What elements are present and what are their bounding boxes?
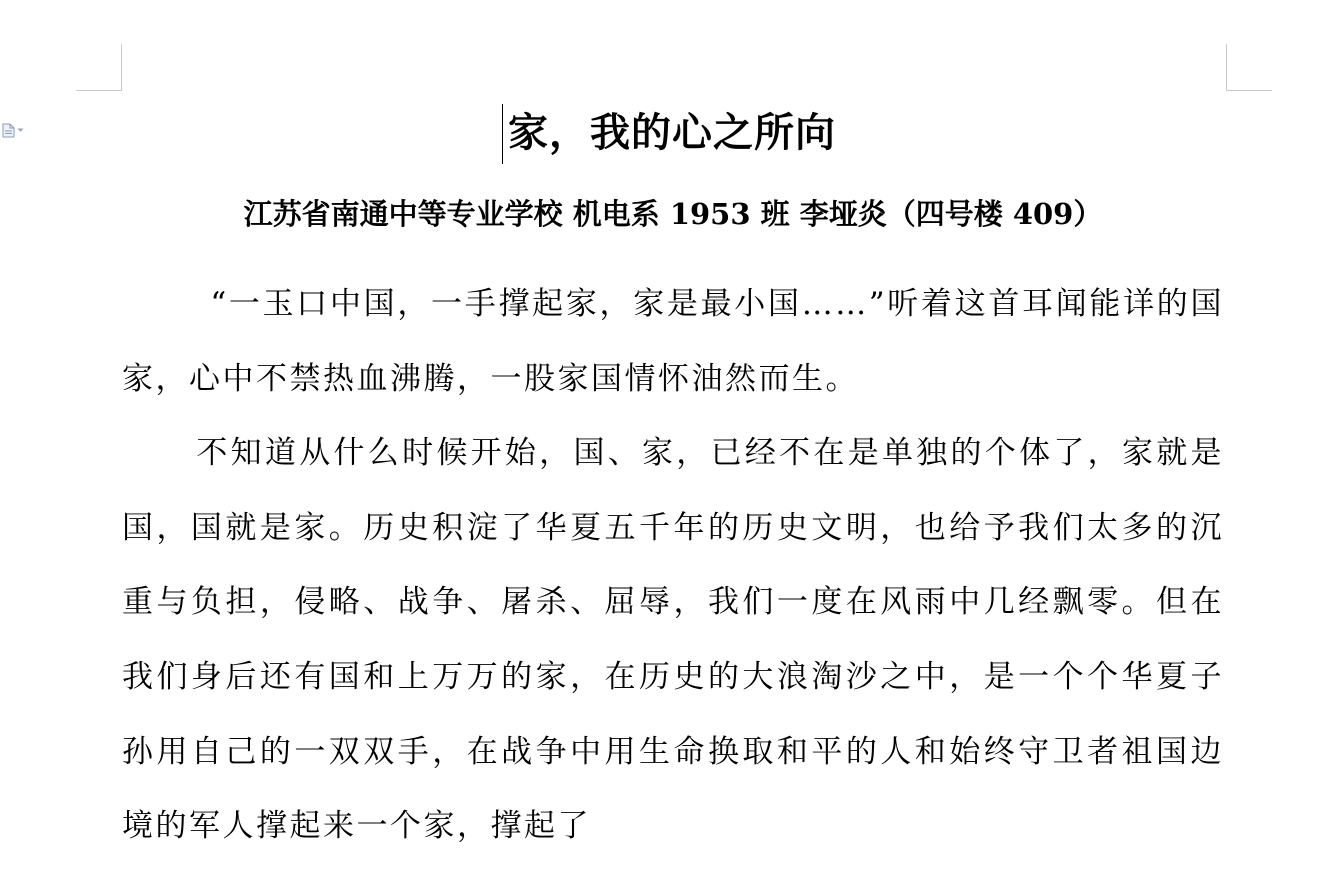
document-body[interactable]: [122, 267, 1224, 864]
margin-corner-top-right: [1226, 44, 1227, 90]
margin-corner-top-left: [121, 44, 122, 90]
document-subtitle: 江苏省南通中等专业学校 机电系 1953 班 李垭炎（四号楼 409）: [243, 197, 1103, 231]
paragraph: “一玉口中国，一手撑起家，家是最小国……”听着这首耳闻能详的国家，心中不禁热血沸腾，一股家国情怀油然而生。: [122, 286, 1224, 397]
margin-corner-top-left-horizontal: [76, 90, 122, 91]
margin-corner-top-right-horizontal: [1226, 90, 1272, 91]
paragraph: 不知道从什么时候开始，国、家，已经不在是单独的个体了，家就是国，国就是家。历史积淀了华夏五千年的历史文明，也给予我们太多的沉重与负担，侵略、战争、屠杀、屈辱，我们一度在风雨中几经飘零。但在我们身后还有国和上万万的家，在历史的大浪淘沙之中，是一个个华夏子孙用自己的一双双手，在战争中用生命换取和平的人和始终守卫者祖国边境的军人撑起来一个家，撑起了: [122, 435, 1224, 845]
document-title: 家，我的心之所向: [508, 110, 836, 156]
